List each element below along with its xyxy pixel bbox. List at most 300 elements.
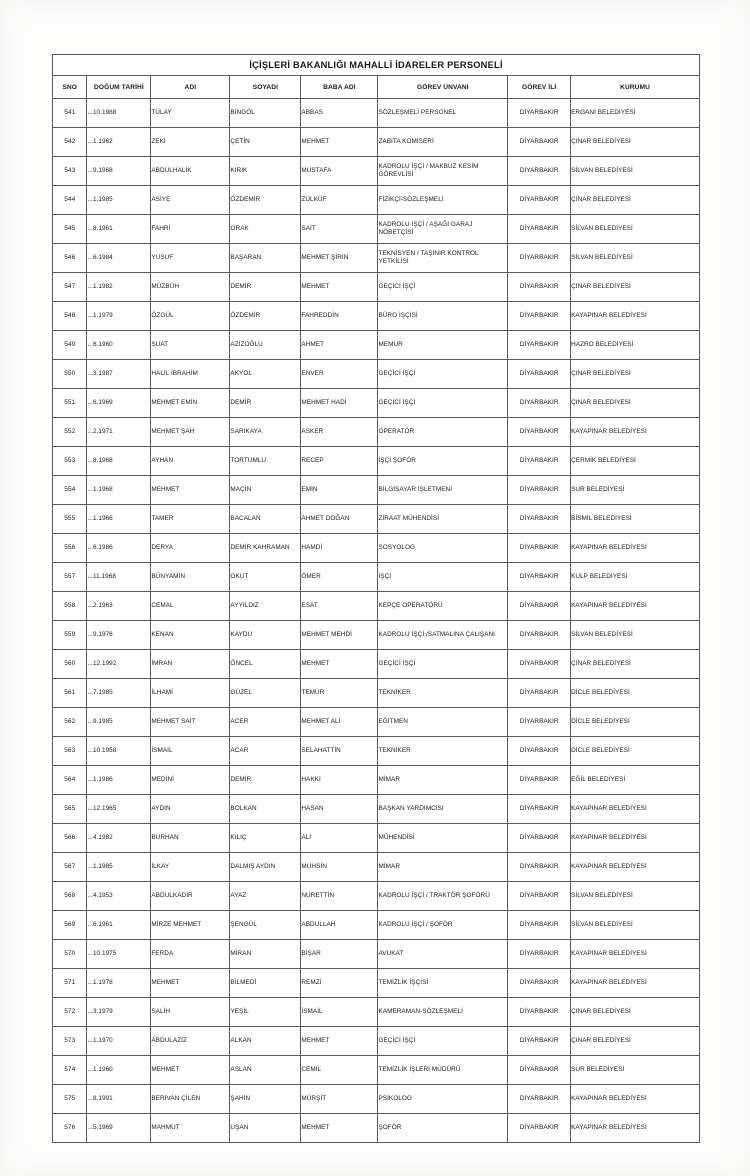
cell-soyadi: ÖZDEMİR <box>230 302 301 331</box>
table-row <box>53 824 700 853</box>
cell-kurum: ÇINAR BELEDİYESİ <box>571 998 700 1027</box>
cell-il: DİYARBAKIR <box>508 824 571 853</box>
table-row <box>53 650 700 679</box>
cell-gorev: GEÇİCİ İŞÇİ <box>378 273 508 302</box>
cell-baba: ENVER <box>301 360 378 389</box>
cell-dogum: ...1.1979 <box>87 302 151 331</box>
table-row <box>53 1114 700 1143</box>
cell-dogum: ...9.1976 <box>87 621 151 650</box>
table-row <box>53 534 700 563</box>
cell-sno: 569 <box>53 911 87 940</box>
cell-adi: ABDULAZİZ <box>151 1027 230 1056</box>
cell-gorev: GEÇİCİ İŞÇİ <box>378 650 508 679</box>
cell-il: DİYARBAKIR <box>508 1085 571 1114</box>
cell-sno: 570 <box>53 940 87 969</box>
cell-il: DİYARBAKIR <box>508 505 571 534</box>
cell-baba: ZÜLKÜF <box>301 186 378 215</box>
cell-dogum: ...6.1984 <box>87 244 151 273</box>
cell-adi: TÜLAY <box>151 99 230 128</box>
cell-baba: MEHMET <box>301 1027 378 1056</box>
cell-baba: FAHREDDİN <box>301 302 378 331</box>
cell-gorev: İŞÇİ <box>378 563 508 592</box>
cell-sno: 565 <box>53 795 87 824</box>
cell-sno: 553 <box>53 447 87 476</box>
cell-sno: 576 <box>53 1114 87 1143</box>
cell-sno: 543 <box>53 157 87 186</box>
cell-gorev: SOSYOLOG <box>378 534 508 563</box>
cell-gorev: KADROLU İŞÇİ / AŞAĞI GARAJ NÖBETÇİSİ <box>378 215 508 244</box>
cell-sno: 566 <box>53 824 87 853</box>
cell-sno: 552 <box>53 418 87 447</box>
cell-sno: 558 <box>53 592 87 621</box>
cell-adi: YUSUF <box>151 244 230 273</box>
cell-dogum: ...6.1969 <box>87 389 151 418</box>
cell-baba: MUHSİN <box>301 853 378 882</box>
cell-il: DİYARBAKIR <box>508 389 571 418</box>
cell-kurum: HAZRO BELEDİYESİ <box>571 331 700 360</box>
cell-gorev: TEMİZLİK İŞÇİSİ <box>378 969 508 998</box>
cell-sno: 542 <box>53 128 87 157</box>
cell-soyadi: DEMİR <box>230 273 301 302</box>
cell-dogum: ...12.1965 <box>87 795 151 824</box>
cell-dogum: ...3.1979 <box>87 998 151 1027</box>
cell-adi: FAHRİ <box>151 215 230 244</box>
cell-il: DİYARBAKIR <box>508 128 571 157</box>
cell-il: DİYARBAKIR <box>508 969 571 998</box>
cell-baba: HASAN <box>301 795 378 824</box>
table-body <box>53 99 700 1143</box>
cell-sno: 546 <box>53 244 87 273</box>
cell-adi: MEHMET EMİN <box>151 389 230 418</box>
cell-gorev: PSİKOLOG <box>378 1085 508 1114</box>
table-row <box>53 447 700 476</box>
cell-gorev: TEKNİKER <box>378 679 508 708</box>
cell-kurum: KAYAPINAR BELEDİYESİ <box>571 969 700 998</box>
cell-baba: MEHMET HADİ <box>301 389 378 418</box>
cell-dogum: ...2.1971 <box>87 418 151 447</box>
table-container <box>52 54 700 1143</box>
cell-il: DİYARBAKIR <box>508 708 571 737</box>
cell-il: DİYARBAKIR <box>508 853 571 882</box>
cell-adi: ZEKİ <box>151 128 230 157</box>
cell-adi: MÜZBÜH <box>151 273 230 302</box>
cell-baba: ABBAS <box>301 99 378 128</box>
cell-il: DİYARBAKIR <box>508 737 571 766</box>
table-row <box>53 679 700 708</box>
cell-dogum: ...10.1988 <box>87 99 151 128</box>
cell-baba: AHMET <box>301 331 378 360</box>
cell-adi: MEHMET <box>151 1056 230 1085</box>
cell-il: DİYARBAKIR <box>508 534 571 563</box>
cell-baba: BİŞAR <box>301 940 378 969</box>
cell-adi: DERYA <box>151 534 230 563</box>
cell-sno: 544 <box>53 186 87 215</box>
table-row <box>53 940 700 969</box>
cell-dogum: ...7.1985 <box>87 679 151 708</box>
table-row <box>53 505 700 534</box>
column-header-row <box>53 76 700 99</box>
cell-baba: MEHMET <box>301 1114 378 1143</box>
cell-dogum: ...10.1958 <box>87 737 151 766</box>
cell-kurum: KAYAPINAR BELEDİYESİ <box>571 795 700 824</box>
table-header <box>53 55 700 99</box>
cell-il: DİYARBAKIR <box>508 418 571 447</box>
cell-baba: MEHMET ALİ <box>301 708 378 737</box>
cell-sno: 541 <box>53 99 87 128</box>
cell-gorev: SÖZLEŞMELİ PERSONEL <box>378 99 508 128</box>
cell-gorev: MİMAR <box>378 853 508 882</box>
column-header-gorev: GÖREV ÜNVANI <box>378 76 508 99</box>
cell-soyadi: ÖZDEMİR <box>230 186 301 215</box>
cell-kurum: SUR BELEDİYESİ <box>571 476 700 505</box>
cell-baba: SAİT <box>301 215 378 244</box>
cell-kurum: ÇINAR BELEDİYESİ <box>571 128 700 157</box>
cell-kurum: EĞİL BELEDİYESİ <box>571 766 700 795</box>
table-row <box>53 418 700 447</box>
cell-sno: 573 <box>53 1027 87 1056</box>
table-row <box>53 1027 700 1056</box>
cell-soyadi: BİNGÖL <box>230 99 301 128</box>
cell-adi: İLHAMİ <box>151 679 230 708</box>
cell-il: DİYARBAKIR <box>508 331 571 360</box>
table-row <box>53 621 700 650</box>
table-row <box>53 157 700 186</box>
cell-sno: 554 <box>53 476 87 505</box>
cell-soyadi: AZİZOĞLU <box>230 331 301 360</box>
cell-gorev: MÜHENDİSİ <box>378 824 508 853</box>
cell-dogum: ...1.1962 <box>87 128 151 157</box>
cell-dogum: ...10.1975 <box>87 940 151 969</box>
cell-kurum: ÇERMİK BELEDİYESİ <box>571 447 700 476</box>
cell-sno: 560 <box>53 650 87 679</box>
column-header-kurum: KURUMU <box>571 76 700 99</box>
cell-il: DİYARBAKIR <box>508 911 571 940</box>
cell-kurum: KULP BELEDİYESİ <box>571 563 700 592</box>
cell-baba: MEHMET <box>301 128 378 157</box>
cell-soyadi: BAŞARAN <box>230 244 301 273</box>
cell-sno: 550 <box>53 360 87 389</box>
cell-gorev: KADROLU İŞÇİ / ŞOFÖR <box>378 911 508 940</box>
cell-baba: CEMİL <box>301 1056 378 1085</box>
cell-soyadi: AYYILDIZ <box>230 592 301 621</box>
cell-baba: HAKKI <box>301 766 378 795</box>
table-row <box>53 853 700 882</box>
column-header-adi: ADI <box>151 76 230 99</box>
cell-adi: İMRAN <box>151 650 230 679</box>
table-row <box>53 186 700 215</box>
cell-baba: ASKER <box>301 418 378 447</box>
column-header-sno: SNO <box>53 76 87 99</box>
cell-gorev: MEMUR <box>378 331 508 360</box>
cell-adi: SUAT <box>151 331 230 360</box>
cell-sno: 556 <box>53 534 87 563</box>
table-row <box>53 563 700 592</box>
cell-sno: 557 <box>53 563 87 592</box>
cell-kurum: DİCLE BELEDİYESİ <box>571 679 700 708</box>
table-row <box>53 215 700 244</box>
cell-soyadi: SARIKAYA <box>230 418 301 447</box>
cell-adi: MEHMET SAİT <box>151 708 230 737</box>
table-row <box>53 766 700 795</box>
cell-baba: MEHMET <box>301 650 378 679</box>
cell-sno: 562 <box>53 708 87 737</box>
cell-adi: FERDA <box>151 940 230 969</box>
table-row <box>53 737 700 766</box>
cell-soyadi: ORAK <box>230 215 301 244</box>
cell-soyadi: YEŞİL <box>230 998 301 1027</box>
cell-adi: BURHAN <box>151 824 230 853</box>
cell-kurum: KAYAPINAR BELEDİYESİ <box>571 302 700 331</box>
cell-dogum: ...5.1969 <box>87 1114 151 1143</box>
cell-soyadi: BOLKAN <box>230 795 301 824</box>
cell-sno: 564 <box>53 766 87 795</box>
cell-soyadi: AYAZ <box>230 882 301 911</box>
cell-il: DİYARBAKIR <box>508 679 571 708</box>
cell-il: DİYARBAKIR <box>508 1114 571 1143</box>
cell-sno: 555 <box>53 505 87 534</box>
cell-sno: 572 <box>53 998 87 1027</box>
cell-kurum: ÇINAR BELEDİYESİ <box>571 1027 700 1056</box>
cell-soyadi: MİRAN <box>230 940 301 969</box>
cell-gorev: AVUKAT <box>378 940 508 969</box>
column-header-il: GÖREV İLİ <box>508 76 571 99</box>
cell-il: DİYARBAKIR <box>508 1027 571 1056</box>
cell-kurum: ÇINAR BELEDİYESİ <box>571 650 700 679</box>
cell-baba: ALİ <box>301 824 378 853</box>
cell-soyadi: KAYDU <box>230 621 301 650</box>
cell-baba: SELAHATTİN <box>301 737 378 766</box>
cell-baba: MUSTAFA <box>301 157 378 186</box>
cell-gorev: OPERATÖR <box>378 418 508 447</box>
cell-gorev: TEMİZLİK İŞLERİ MÜDÜRÜ <box>378 1056 508 1085</box>
cell-adi: MAHMUT <box>151 1114 230 1143</box>
cell-gorev: KADROLU İŞÇİ /SATMALINA ÇALIŞANI <box>378 621 508 650</box>
cell-dogum: ...6.1960 <box>87 331 151 360</box>
table-row <box>53 1085 700 1114</box>
cell-adi: BÜNYAMİN <box>151 563 230 592</box>
cell-gorev: GEÇİCİ İŞÇİ <box>378 360 508 389</box>
cell-dogum: ...1.1960 <box>87 1056 151 1085</box>
cell-gorev: MİMAR <box>378 766 508 795</box>
column-header-baba: BABA ADI <box>301 76 378 99</box>
cell-baba: MEHMET <box>301 273 378 302</box>
cell-dogum: ...6.1986 <box>87 534 151 563</box>
cell-soyadi: ASLAN <box>230 1056 301 1085</box>
cell-baba: RECEP <box>301 447 378 476</box>
cell-il: DİYARBAKIR <box>508 563 571 592</box>
cell-baba: MÜRŞİT <box>301 1085 378 1114</box>
cell-soyadi: OKUT <box>230 563 301 592</box>
cell-il: DİYARBAKIR <box>508 592 571 621</box>
cell-sno: 551 <box>53 389 87 418</box>
column-header-soyadi: SOYADI <box>230 76 301 99</box>
cell-soyadi: ACER <box>230 708 301 737</box>
cell-gorev: KADROLU İŞÇİ / MAKBUZ KESİM GÖREVLİSİ <box>378 157 508 186</box>
cell-dogum: ...12.1992 <box>87 650 151 679</box>
cell-soyadi: ŞAHİN <box>230 1085 301 1114</box>
cell-dogum: ...1.1986 <box>87 766 151 795</box>
cell-dogum: ...11.1968 <box>87 563 151 592</box>
cell-adi: TAMER <box>151 505 230 534</box>
cell-il: DİYARBAKIR <box>508 244 571 273</box>
cell-adi: MEHMET <box>151 969 230 998</box>
cell-kurum: SİLVAN BELEDİYESİ <box>571 911 700 940</box>
cell-baba: İSMAİL <box>301 998 378 1027</box>
table-row <box>53 389 700 418</box>
cell-kurum: KAYAPINAR BELEDİYESİ <box>571 1085 700 1114</box>
cell-sno: 575 <box>53 1085 87 1114</box>
cell-dogum: ...1.1968 <box>87 476 151 505</box>
cell-il: DİYARBAKIR <box>508 360 571 389</box>
cell-dogum: ...9.1968 <box>87 157 151 186</box>
cell-il: DİYARBAKIR <box>508 882 571 911</box>
personnel-table <box>52 54 700 1143</box>
cell-gorev: TEKNİSYEN / TAŞINIR KONTROL YETKİLİSİ <box>378 244 508 273</box>
cell-sno: 547 <box>53 273 87 302</box>
cell-kurum: SİLVAN BELEDİYESİ <box>571 882 700 911</box>
cell-kurum: DİCLE BELEDİYESİ <box>571 708 700 737</box>
document-title: İÇİŞLERİ BAKANLIĞI MAHALLİ İDARELER PERSONELİ <box>53 55 700 76</box>
cell-baba: ESAT <box>301 592 378 621</box>
cell-il: DİYARBAKIR <box>508 447 571 476</box>
cell-sno: 567 <box>53 853 87 882</box>
cell-soyadi: ACAR <box>230 737 301 766</box>
cell-kurum: SUR BELEDİYESİ <box>571 1056 700 1085</box>
cell-soyadi: AKYOL <box>230 360 301 389</box>
table-row <box>53 795 700 824</box>
cell-baba: AHMET DOĞAN <box>301 505 378 534</box>
table-row <box>53 969 700 998</box>
cell-adi: HALİL İBRAHİM <box>151 360 230 389</box>
cell-gorev: ŞOFÖR <box>378 1114 508 1143</box>
table-row <box>53 882 700 911</box>
table-row <box>53 128 700 157</box>
table-row <box>53 998 700 1027</box>
cell-il: DİYARBAKIR <box>508 186 571 215</box>
cell-dogum: ...9.1985 <box>87 708 151 737</box>
cell-kurum: KAYAPINAR BELEDİYESİ <box>571 940 700 969</box>
table-row <box>53 708 700 737</box>
cell-baba: REMZİ <box>301 969 378 998</box>
cell-il: DİYARBAKIR <box>508 650 571 679</box>
cell-kurum: ÇINAR BELEDİYESİ <box>571 360 700 389</box>
cell-il: DİYARBAKIR <box>508 476 571 505</box>
cell-dogum: ...4.1953 <box>87 882 151 911</box>
cell-baba: EMİN <box>301 476 378 505</box>
cell-dogum: ...1.1978 <box>87 969 151 998</box>
cell-adi: İLKAY <box>151 853 230 882</box>
cell-dogum: ...6.1961 <box>87 911 151 940</box>
cell-gorev: İŞÇİ ŞOFÖR <box>378 447 508 476</box>
cell-kurum: SİLVAN BELEDİYESİ <box>571 157 700 186</box>
cell-soyadi: DEMİR <box>230 389 301 418</box>
column-header-dogum: DOĞUM TARİHİ <box>87 76 151 99</box>
cell-baba: ÖMER <box>301 563 378 592</box>
cell-soyadi: DEMİR <box>230 766 301 795</box>
table-row <box>53 592 700 621</box>
cell-gorev: GEÇİCİ İŞÇİ <box>378 389 508 418</box>
cell-baba: ABDULLAH <box>301 911 378 940</box>
cell-il: DİYARBAKIR <box>508 157 571 186</box>
cell-soyadi: BİLMEDİ <box>230 969 301 998</box>
cell-il: DİYARBAKIR <box>508 998 571 1027</box>
cell-adi: İSMAİL <box>151 737 230 766</box>
cell-dogum: ...1.1982 <box>87 273 151 302</box>
cell-kurum: ÇINAR BELEDİYESİ <box>571 389 700 418</box>
table-row <box>53 302 700 331</box>
cell-adi: CEMAL <box>151 592 230 621</box>
cell-kurum: BİSMİL BELEDİYESİ <box>571 505 700 534</box>
cell-il: DİYARBAKIR <box>508 621 571 650</box>
cell-adi: ASİYE <box>151 186 230 215</box>
cell-gorev: KADROLU İŞÇİ / TRAKTÖR ŞOFÖRÜ <box>378 882 508 911</box>
cell-dogum: ...8.1961 <box>87 215 151 244</box>
cell-sno: 549 <box>53 331 87 360</box>
cell-gorev: FİZİKÇİ-SÖZLEŞMELİ <box>378 186 508 215</box>
cell-sno: 559 <box>53 621 87 650</box>
table-row <box>53 360 700 389</box>
cell-gorev: KEPÇE OPERATÖRÜ <box>378 592 508 621</box>
cell-soyadi: ÇETİN <box>230 128 301 157</box>
cell-adi: SALİH <box>151 998 230 1027</box>
cell-adi: BERİVAN ÇİLEN <box>151 1085 230 1114</box>
cell-soyadi: ŞENGÜL <box>230 911 301 940</box>
cell-kurum: KAYAPINAR BELEDİYESİ <box>571 418 700 447</box>
cell-kurum: KAYAPINAR BELEDİYESİ <box>571 824 700 853</box>
table-row <box>53 476 700 505</box>
cell-sno: 561 <box>53 679 87 708</box>
cell-il: DİYARBAKIR <box>508 273 571 302</box>
cell-kurum: ERGANİ BELEDİYESİ <box>571 99 700 128</box>
cell-dogum: ...1.1970 <box>87 1027 151 1056</box>
cell-gorev: BİLGİSAYAR İŞLETMENİ <box>378 476 508 505</box>
cell-kurum: KAYAPINAR BELEDİYESİ <box>571 1114 700 1143</box>
cell-dogum: ...2.1963 <box>87 592 151 621</box>
cell-soyadi: KILIÇ <box>230 824 301 853</box>
table-row <box>53 273 700 302</box>
cell-kurum: KAYAPINAR BELEDİYESİ <box>571 853 700 882</box>
cell-adi: ÖZGÜL <box>151 302 230 331</box>
cell-kurum: ÇINAR BELEDİYESİ <box>571 273 700 302</box>
cell-gorev: EĞİTMEN <box>378 708 508 737</box>
table-row <box>53 99 700 128</box>
cell-kurum: SİLVAN BELEDİYESİ <box>571 244 700 273</box>
cell-adi: AYHAN <box>151 447 230 476</box>
cell-sno: 548 <box>53 302 87 331</box>
cell-sno: 571 <box>53 969 87 998</box>
table-row <box>53 1056 700 1085</box>
cell-kurum: ÇINAR BELEDİYESİ <box>571 186 700 215</box>
cell-soyadi: DALMIŞ AYDIN <box>230 853 301 882</box>
cell-il: DİYARBAKIR <box>508 795 571 824</box>
cell-soyadi: BACALAN <box>230 505 301 534</box>
cell-adi: KENAN <box>151 621 230 650</box>
cell-il: DİYARBAKIR <box>508 766 571 795</box>
cell-sno: 574 <box>53 1056 87 1085</box>
cell-soyadi: ÖNCEL <box>230 650 301 679</box>
cell-adi: AYDIN <box>151 795 230 824</box>
cell-kurum: KAYAPINAR BELEDİYESİ <box>571 592 700 621</box>
cell-soyadi: MAÇİN <box>230 476 301 505</box>
cell-adi: MEHMET <box>151 476 230 505</box>
table-row <box>53 911 700 940</box>
cell-gorev: BÜRO İŞÇİSİ <box>378 302 508 331</box>
cell-gorev: GEÇİCİ İŞÇİ <box>378 1027 508 1056</box>
cell-sno: 563 <box>53 737 87 766</box>
cell-kurum: SİLVAN BELEDİYESİ <box>571 621 700 650</box>
cell-baba: TEMUR <box>301 679 378 708</box>
cell-dogum: ...4.1982 <box>87 824 151 853</box>
